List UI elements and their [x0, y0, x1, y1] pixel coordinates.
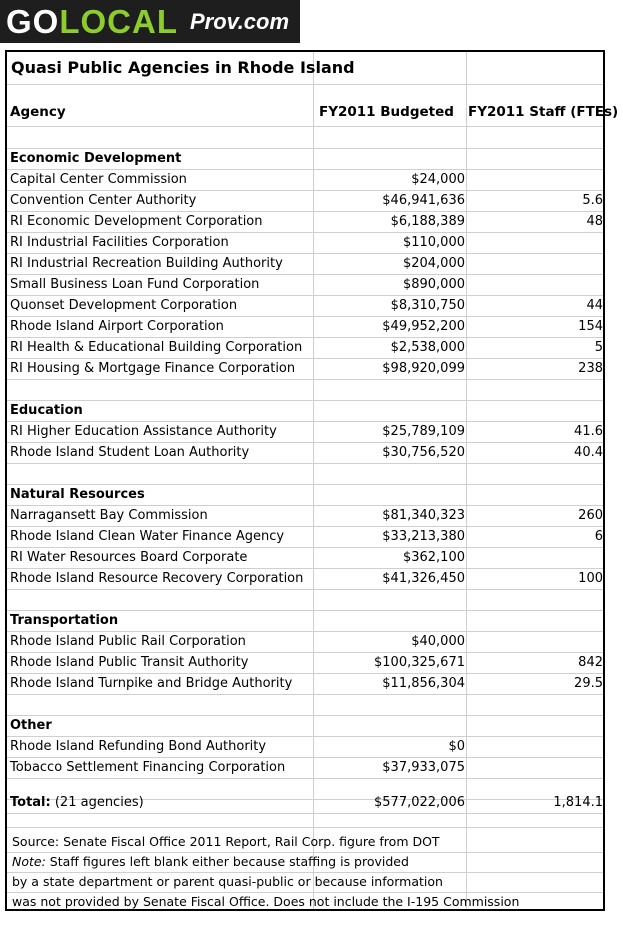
- agency-name: Rhode Island Public Rail Corporation: [10, 634, 246, 649]
- logo-domain: Prov.com: [190, 9, 290, 34]
- table-row: [7, 358, 603, 380]
- column-header-staff: FY2011 Staff (FTEs): [468, 104, 619, 120]
- staff-value: [467, 631, 603, 652]
- budget-value: $890,000: [402, 277, 465, 292]
- table-row: [7, 526, 603, 548]
- spacer-row: [7, 85, 603, 98]
- staff-value: [467, 757, 603, 778]
- budget-value: $11,856,304: [382, 676, 465, 691]
- table-row: [7, 190, 603, 212]
- staff-value: 40.4: [574, 445, 603, 460]
- table-row: [7, 253, 603, 275]
- staff-value: 238: [578, 361, 603, 376]
- table-title: Quasi Public Agencies in Rhode Island: [11, 58, 355, 77]
- logo-wordmark: GOLOCAL: [6, 3, 178, 40]
- agency-name: Rhode Island Student Loan Authority: [10, 445, 250, 460]
- section-row: [7, 610, 603, 632]
- agency-name: Tobacco Settlement Financing Corporation: [10, 760, 286, 775]
- agency-name: RI Health & Educational Building Corporation: [10, 340, 303, 355]
- agency-name: Rhode Island Airport Corporation: [10, 319, 224, 334]
- footer-source: Source: Senate Fiscal Office 2011 Report, Rail Corp. figure from DOT: [7, 832, 603, 853]
- section-heading: Transportation: [10, 613, 119, 628]
- staff-value: 260: [578, 508, 603, 523]
- total-label: Total: (21 agencies): [10, 795, 144, 810]
- table-row: [7, 757, 603, 779]
- budget-value: $8,310,750: [390, 298, 465, 313]
- agency-name: RI Industrial Facilities Corporation: [10, 235, 229, 250]
- staff-value: [467, 736, 603, 757]
- table-row: [7, 169, 603, 191]
- budget-value: $81,340,323: [382, 508, 465, 523]
- table-row: [7, 442, 603, 464]
- agency-name: Rhode Island Public Transit Authority: [10, 655, 249, 670]
- staff-value: 842: [578, 655, 603, 670]
- table-row: [7, 505, 603, 527]
- agency-name: Capital Center Commission: [10, 172, 187, 187]
- section-row: [7, 400, 603, 422]
- table-row: [7, 652, 603, 674]
- total-staff: 1,814.1: [553, 795, 603, 810]
- total-budget: $577,022,006: [374, 795, 465, 810]
- header-row: [7, 98, 619, 127]
- table-row: [7, 274, 603, 296]
- section-heading: Natural Resources: [10, 487, 145, 502]
- column-header-agency: Agency: [10, 104, 66, 120]
- budget-value: $49,952,200: [382, 319, 465, 334]
- staff-value: 5: [594, 340, 603, 355]
- budget-value: $100,325,671: [374, 655, 465, 670]
- table-row: [7, 547, 603, 569]
- spacer-row: [7, 379, 603, 401]
- staff-value: [467, 274, 603, 295]
- staff-value: [467, 232, 603, 253]
- table-row: [7, 316, 603, 338]
- budget-value: $25,789,109: [382, 424, 465, 439]
- agency-name: RI Housing & Mortgage Finance Corporation: [10, 361, 296, 376]
- title-row: [7, 52, 603, 85]
- agency-name: Rhode Island Turnpike and Bridge Authority: [10, 676, 293, 691]
- budget-value: $110,000: [402, 235, 465, 250]
- budget-value: $204,000: [402, 256, 465, 271]
- staff-value: 100: [578, 571, 603, 586]
- staff-value: [467, 169, 603, 190]
- table-row: [7, 232, 603, 254]
- agency-name: Rhode Island Clean Water Finance Agency: [10, 529, 285, 544]
- budget-value: $0: [448, 739, 465, 754]
- footer-note-line-3: by a state department or parent quasi-public or because information: [7, 872, 603, 893]
- section-row: [7, 715, 603, 737]
- agency-name: Rhode Island Refunding Bond Authority: [10, 739, 267, 754]
- budget-value: $40,000: [411, 634, 465, 649]
- table-row: [7, 295, 603, 317]
- agencies-table: [5, 50, 619, 911]
- staff-value: [467, 547, 603, 568]
- section-row: [7, 484, 603, 506]
- budget-value: $6,188,389: [390, 214, 465, 229]
- staff-value: 41.6: [574, 424, 603, 439]
- agency-name: RI Economic Development Corporation: [10, 214, 263, 229]
- agency-name: RI Higher Education Assistance Authority: [10, 424, 277, 439]
- budget-value: $30,756,520: [382, 445, 465, 460]
- spacer-row: [7, 127, 603, 149]
- agency-name: Rhode Island Resource Recovery Corporation: [10, 571, 304, 586]
- footer-note-line-4: was not provided by Senate Fiscal Office. Does not include the I-195 Commission: [12, 894, 520, 909]
- budget-value: $362,100: [402, 550, 465, 565]
- column-header-budget: FY2011 Budgeted: [319, 104, 454, 120]
- total-row: [7, 792, 603, 814]
- staff-value: 48: [586, 214, 603, 229]
- budget-value: $41,326,450: [382, 571, 465, 586]
- staff-value: 44: [586, 298, 603, 313]
- spacer-row: [7, 589, 603, 611]
- section-heading: Other: [10, 718, 52, 733]
- budget-value: $46,941,636: [382, 193, 465, 208]
- agency-name: RI Industrial Recreation Building Authority: [10, 256, 283, 271]
- section-row: [7, 148, 603, 170]
- agency-name: Narragansett Bay Commission: [10, 508, 208, 523]
- table-row: [7, 337, 603, 359]
- staff-value: 29.5: [574, 676, 603, 691]
- agency-name: Quonset Development Corporation: [10, 298, 238, 313]
- staff-value: [467, 253, 603, 274]
- staff-value: 6: [594, 529, 603, 544]
- golocalprov-logo: [0, 0, 300, 43]
- budget-value: $2,538,000: [390, 340, 465, 355]
- footer-note: Note: Staff figures left blank either because staffing is provided: [7, 852, 603, 873]
- table-row: [7, 631, 603, 653]
- table-row: [7, 421, 603, 443]
- table-row: [7, 736, 603, 758]
- agency-name: Small Business Loan Fund Corporation: [10, 277, 260, 292]
- section-heading: Education: [10, 403, 83, 418]
- budget-value: $33,213,380: [382, 529, 465, 544]
- staff-value: 154: [578, 319, 603, 334]
- budget-value: $37,933,075: [382, 760, 465, 775]
- agency-name: RI Water Resources Board Corporate: [10, 550, 248, 565]
- budget-value: $98,920,099: [382, 361, 465, 376]
- staff-value: 5.6: [582, 193, 603, 208]
- table-row: [7, 211, 603, 233]
- table-row: [7, 673, 603, 695]
- table-row: [7, 568, 603, 590]
- spacer-row: [7, 463, 603, 485]
- agency-name: Convention Center Authority: [10, 193, 197, 208]
- section-heading: Economic Development: [10, 151, 182, 166]
- spacer-row: [7, 694, 603, 716]
- budget-value: $24,000: [411, 172, 465, 187]
- spacer-row: [7, 814, 603, 828]
